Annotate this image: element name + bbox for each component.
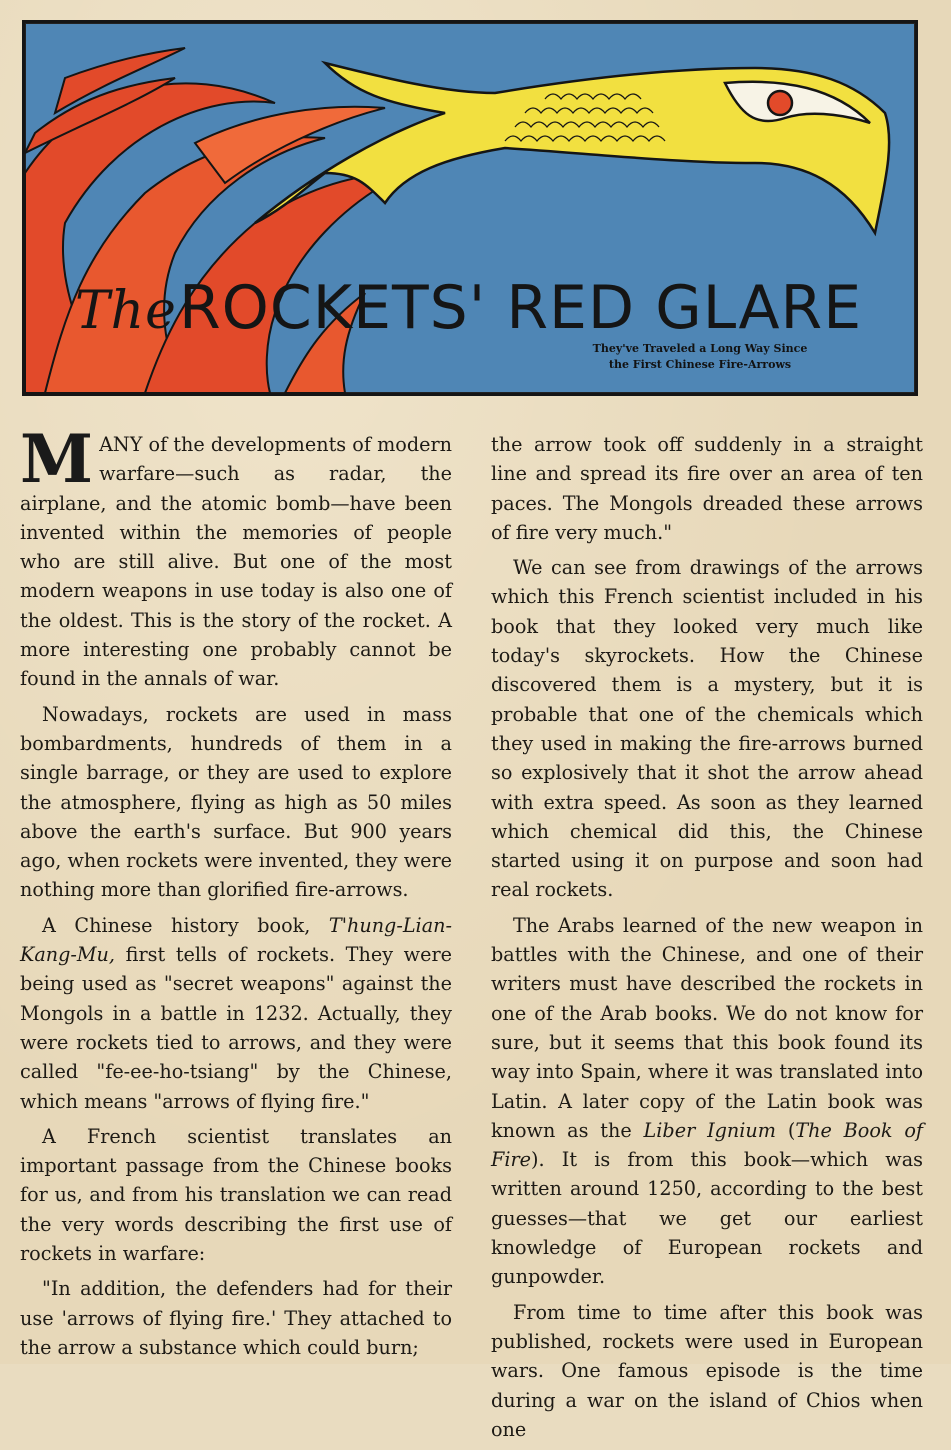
title-banner [22, 20, 918, 396]
paragraph-text: ANY of the developments of modern warfare—such as radar, the airplane, and the atomic bomb—have been invented within the memories of people who are still alive. But one of the most modern weapons in use today is also one of the oldest. This is the story of the rocket. A more interesting one probably cannot be found in the annals of war. [20, 433, 452, 691]
paragraph: We can see from drawings of the arrows which this French scientist included in his book that they looked very much like today's skyrockets. How the Chinese discovered them is a mystery, but it is probable that one of the chemicals which they used in making the fire-arrows burned so explosively that it shot the arrow ahead with extra speed. As soon as they learned which chemical did this, the Chinese started using it on purpose and soon had real rockets. [491, 556, 923, 902]
subtitle-line-2: the First Chinese Fire-Arrows [608, 358, 792, 371]
paragraph [20, 420, 452, 694]
title-the: The [75, 281, 177, 341]
title-main: ROCKETS' RED GLARE [178, 273, 863, 343]
paragraph-text: ). It is from this book—which was written around 1250, according to the best guesses—that we get our earliest knowledge of European rockets and gunpowder. [491, 1148, 923, 1289]
paragraph-text: A Chinese history book, [42, 913, 311, 937]
drop-cap: M [20, 420, 94, 498]
paragraph: the arrow took off suddenly in a straight line and spread its fire over an area of ten paces. The Mongols dreaded these arrows of fire very much." [491, 433, 923, 544]
paragraph [20, 911, 452, 1116]
book-title: Liber Ignium [643, 1118, 776, 1142]
paragraph: From time to time after this book was published, rockets were used in European wars. One famous episode is the time during a war on the island of Chios when one [491, 1300, 923, 1441]
article-column-right [491, 430, 923, 1450]
page-title [75, 273, 905, 343]
paragraph: Nowadays, rockets are used in mass bombardments, hundreds of them in a single barrage, or they are used to explore the atmosphere, flying as high as 50 miles above the earth's surface. But 900 years ago, when rockets were invented, they were nothing more than glorified fire-arrows. [20, 702, 452, 902]
subtitle-line-1: They've Traveled a Long Way Since [592, 342, 808, 355]
subtitle [565, 341, 835, 373]
book-title-english: The Book of Fire [491, 1118, 923, 1172]
article-column-left [20, 420, 452, 1368]
book-title: T'hung-Lian-Kang-Mu, [20, 913, 452, 967]
paragraph-text: first tells of rockets. They were being used as "secret weapons" against the Mongols in a battle in 1232. Actually, they were rockets tied to arrows, and they were called "fe-ee-ho-tsiang" by the Chinese, which means "arrows of flying fire." [20, 943, 452, 1113]
paragraph: "In addition, the defenders had for their use 'arrows of flying fire.' They attached to the arrow a substance which could burn; [20, 1277, 452, 1359]
paragraph [491, 911, 923, 1292]
paragraph-text: The Arabs learned of the new weapon in battles with the Chinese, and one of their writers must have described the rockets in one of the Arab books. We do not know for sure, but it seems that this book found its way into Spain, where it was translated into Latin. A later copy of the Latin book was known as the [491, 913, 923, 1142]
paren-open: ( [787, 1118, 796, 1142]
paragraph: A French scientist translates an important passage from the Chinese books for us, and from his translation we can read the very words describing the first use of rockets in warfare: [20, 1124, 452, 1266]
